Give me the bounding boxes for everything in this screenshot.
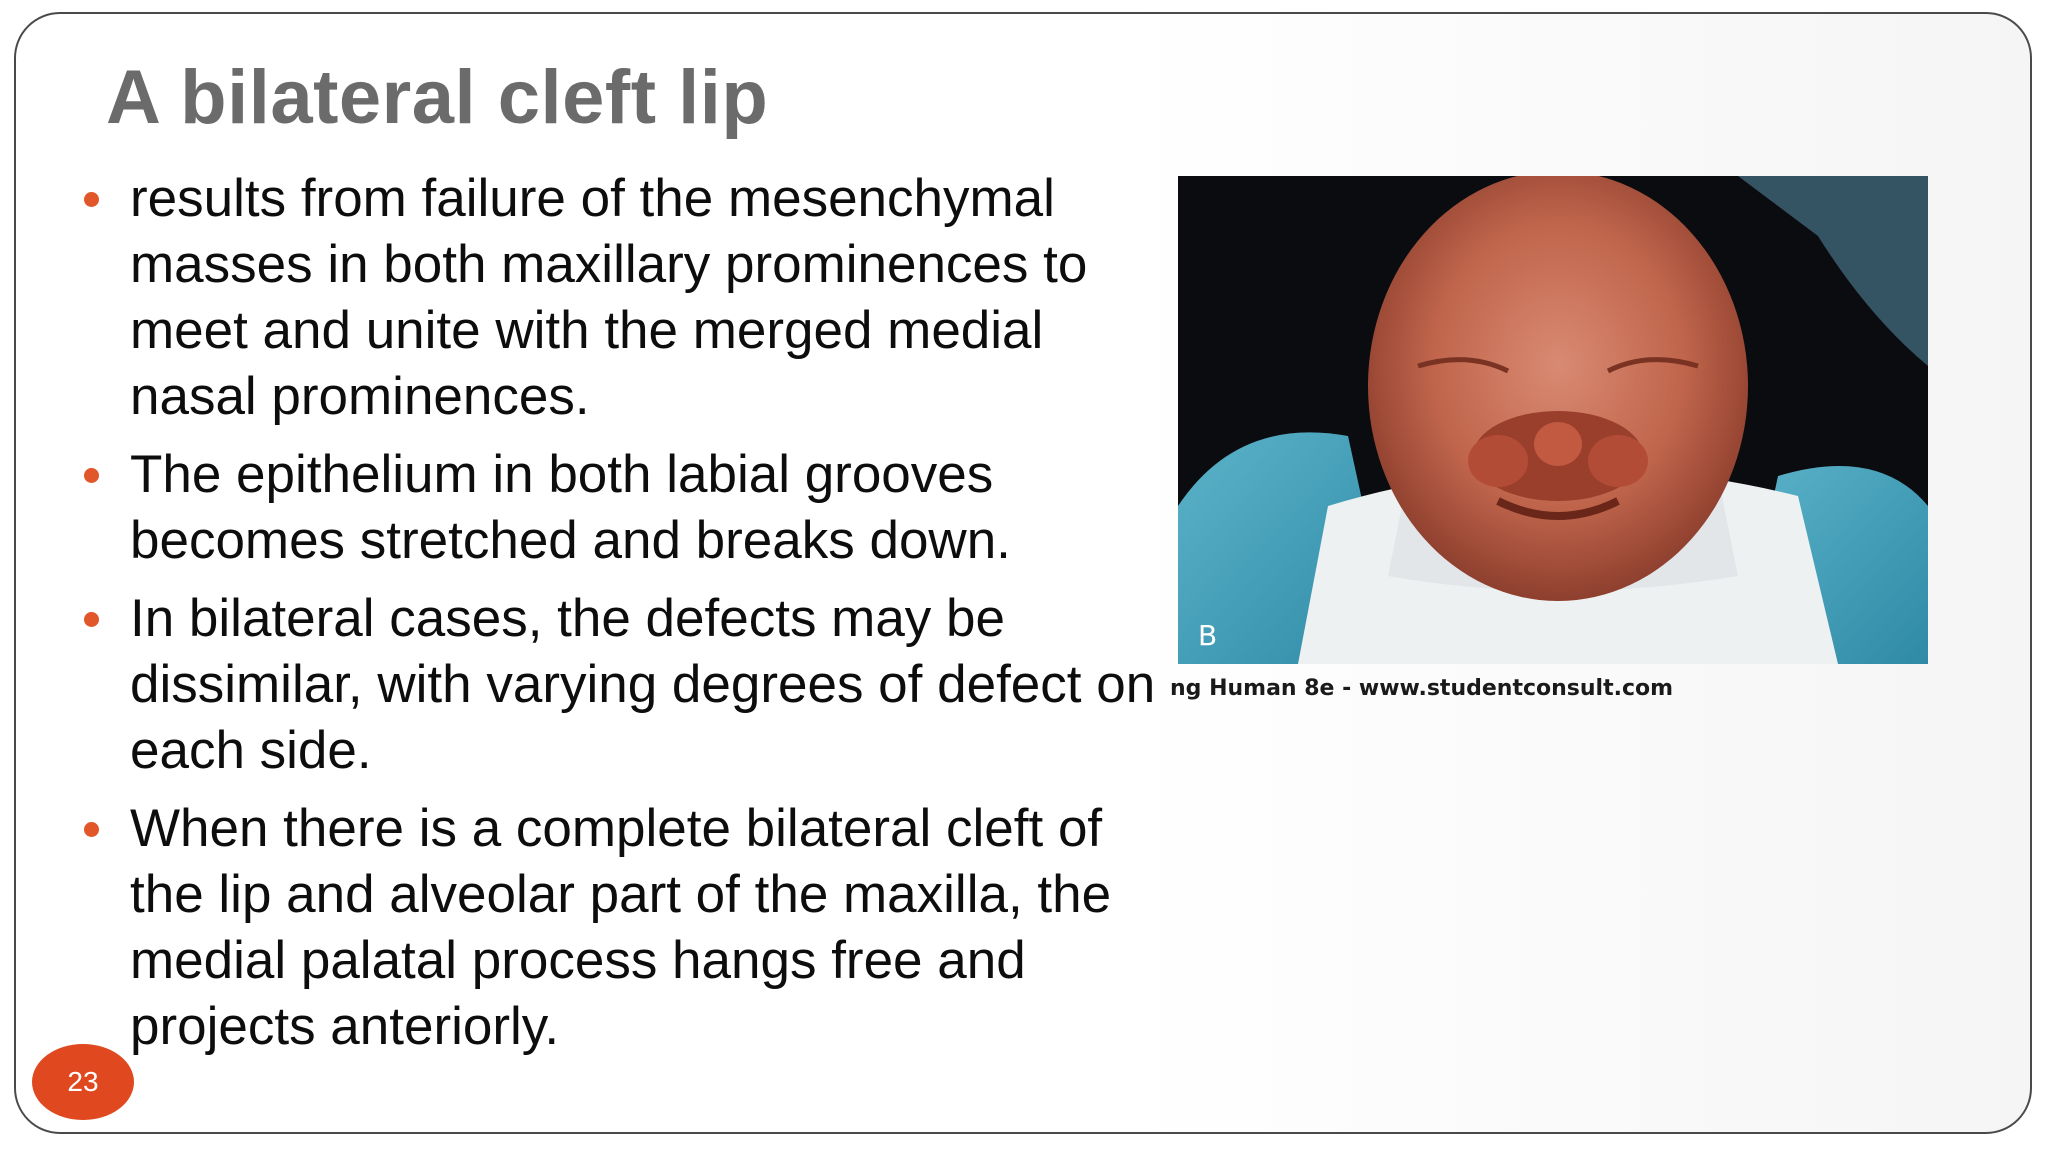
bullet-dot-icon (84, 612, 99, 627)
slide-number-badge: 23 (32, 1044, 134, 1120)
panel-letter: B (1198, 619, 1218, 652)
bullet-text: In bilateral cases, the defects may be dissimilar, with varying degrees of defect on each side. (130, 589, 1156, 780)
bullet-dot-icon (84, 468, 99, 483)
bullet-list (84, 166, 1164, 1072)
bullet-item (84, 586, 1164, 784)
infant-photo-illustration (1178, 176, 1928, 664)
bullet-text: When there is a complete bilateral cleft of the lip and alveolar part of the maxilla, the medial palatal process hangs free and projects anteriorly. (130, 799, 1112, 1056)
bullet-item (84, 796, 1164, 1060)
clinical-photo (1178, 176, 1928, 664)
slide-title: A bilateral cleft lip (106, 55, 769, 140)
bullet-dot-icon (84, 192, 99, 207)
photo-caption: ng Human 8e - www.studentconsult.com (1170, 676, 1674, 701)
bullet-item (84, 442, 1164, 574)
bullet-item (84, 166, 1164, 430)
bullet-text: results from failure of the mesenchymal masses in both maxillary prominences to meet and unite with the merged medial nasal prominences. (130, 169, 1088, 426)
bullet-dot-icon (84, 822, 99, 837)
bullet-text: The epithelium in both labial grooves becomes stretched and breaks down. (130, 445, 1011, 570)
